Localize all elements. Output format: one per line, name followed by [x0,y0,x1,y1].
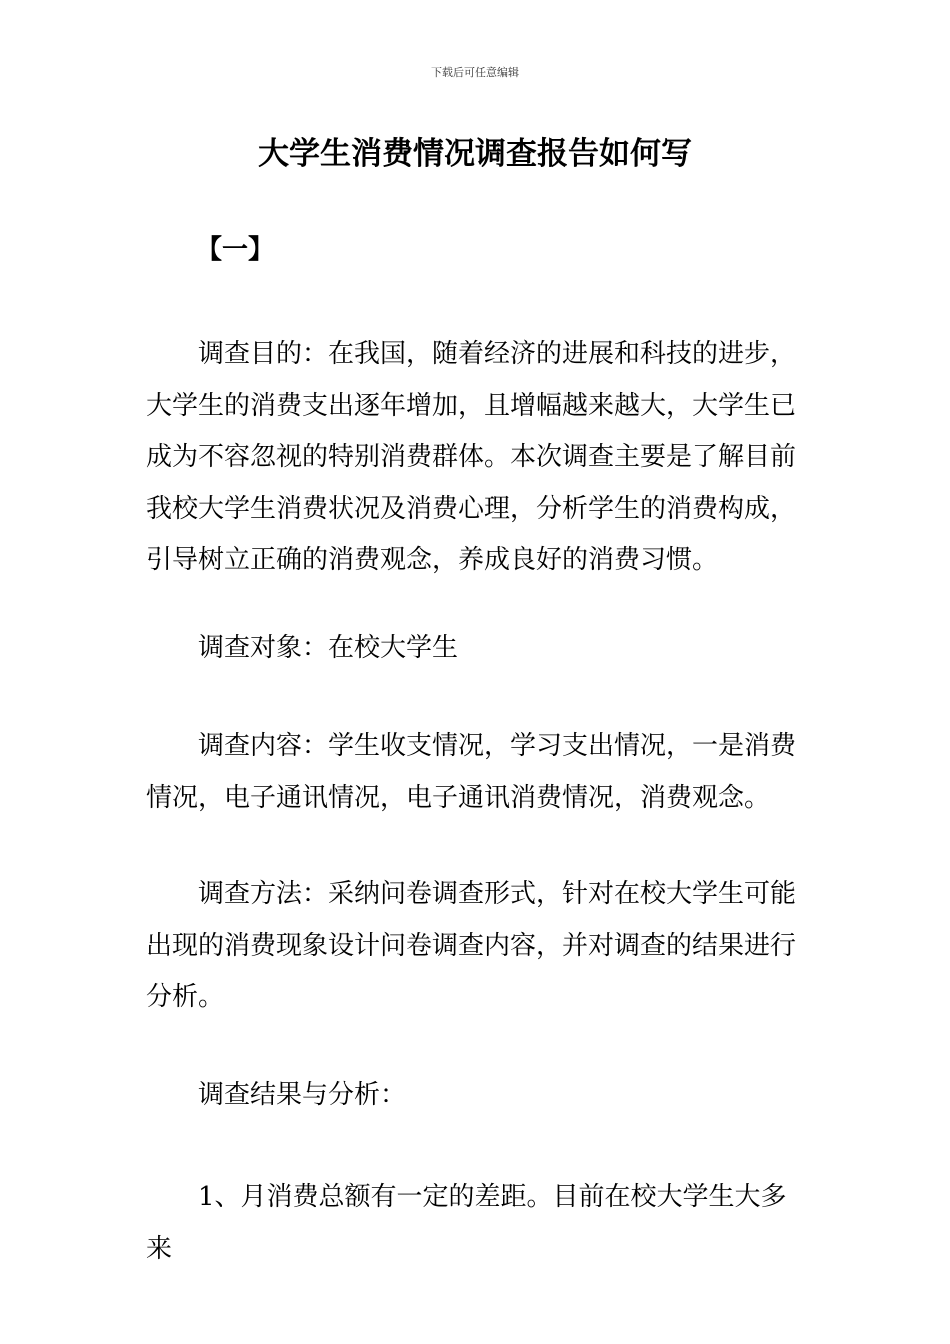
paragraph-survey-content: 调查内容：学生收支情况，学习支出情况，一是消费情况，电子通讯情况，电子通讯消费情况，消费观念。 [146,731,797,813]
page-header-note: 下载后可任意编辑 [431,66,519,79]
paragraph-survey-purpose: 调查目的：在我国，随着经济的进展和科技的进步，大学生的消费支出逐年增加，且增幅越来越大，大学生已成为不容忽视的特别消费群体。本次调查主要是了解目前我校大学生消费状况及消费心理，分析学生的消费构成，引导树立正确的消费观念，养成良好的消费习惯。 [146,339,797,575]
paragraph-survey-method: 调查方法：采纳问卷调查形式，针对在校大学生可能出现的消费现象设计问卷调查内容，并对调查的结果进行分析。 [146,879,797,1012]
paragraph-item-1: 1、月消费总额有一定的差距。目前在校大学生大多来 [146,1182,787,1264]
section-marker: 【一】 [196,235,275,265]
paragraph-survey-object: 调查对象：在校大学生 [198,633,459,663]
paragraph-results-heading: 调查结果与分析： [198,1080,407,1110]
document-title: 大学生消费情况调查报告如何写 [258,136,692,172]
